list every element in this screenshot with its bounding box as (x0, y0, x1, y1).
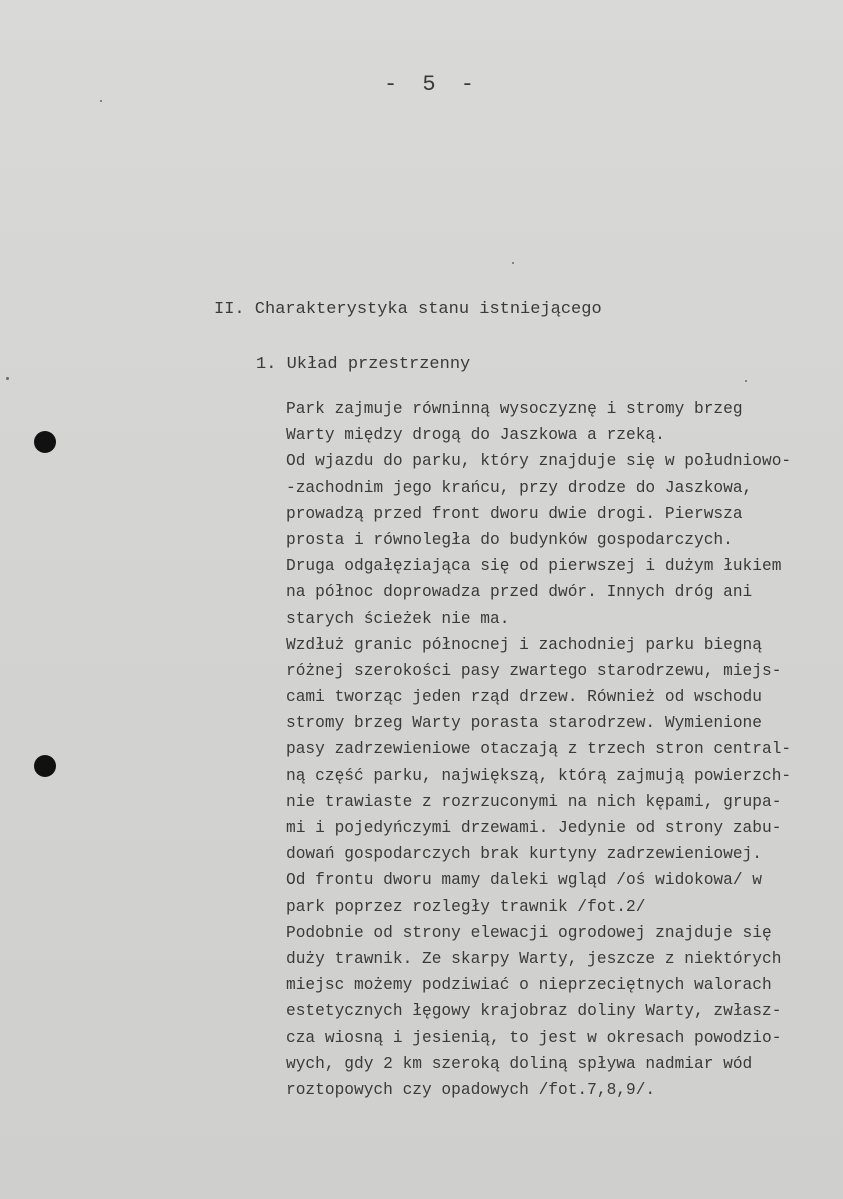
text-line: Od wjazdu do parku, który znajduje się w południowo- (286, 452, 792, 471)
text-line: prowadzą przed front dworu dwie drogi. Pierwsza (286, 504, 743, 523)
text-line: ną część parku, największą, którą zajmują powierzch- (286, 766, 792, 785)
text-line: wych, gdy 2 km szeroką doliną spływa nadmiar wód (286, 1054, 753, 1073)
section-heading: II. Charakterystyka stanu istniejącego (214, 300, 602, 319)
text-line: roztopowych czy opadowych /fot.7,8,9/. (286, 1080, 656, 1099)
body-paragraphs (286, 396, 838, 1103)
text-line: mi i pojedyńczymi drzewami. Jedynie od strony zabu- (286, 819, 782, 837)
text-line: Park zajmuje równinną wysoczyznę i stromy brzeg (286, 400, 743, 418)
text-line: stromy brzeg Warty porasta starodrzew. Wymienione (286, 714, 762, 733)
text-line: cza wiosną i jesienią, to jest w okresach powodzio- (286, 1028, 782, 1047)
paper-speck (745, 380, 747, 382)
text-line: Warty między drogą do Jaszkowa a rzeką. (286, 426, 665, 445)
paper-speck (100, 100, 102, 102)
subsection-heading: 1. Układ przestrzenny (256, 355, 471, 374)
paper-speck (6, 377, 9, 380)
text-line: na północ doprowadza przed dwór. Innych dróg ani (286, 583, 753, 602)
text-line: starych ścieżek nie ma. (286, 609, 510, 628)
text-line: Podobnie od strony elewacji ogrodowej znajduje się (286, 923, 772, 942)
punch-hole-top (34, 431, 56, 453)
punch-hole-bottom (34, 755, 56, 777)
text-line: estetycznych łęgowy krajobraz doliny Warty, zwłasz- (286, 1002, 782, 1021)
paper-speck (512, 262, 514, 264)
text-line: prosta i równoległa do budynków gospodarczych. (286, 530, 733, 549)
text-line: Druga odgałęziająca się od pierwszej i dużym łukiem (286, 557, 782, 576)
text-line: Od frontu dworu mamy daleki wgląd /oś widokowa/ w (286, 871, 762, 890)
page-number: - 5 - (384, 72, 481, 97)
text-line: dowań gospodarczych brak kurtyny zadrzewieniowej. (286, 845, 762, 864)
text-line: Wzdłuż granic północnej i zachodniej parku biegną (286, 635, 762, 654)
text-line: duży trawnik. Ze skarpy Warty, jeszcze z niektórych (286, 949, 782, 968)
text-line: nie trawiaste z rozrzuconymi na nich kępami, grupa- (286, 792, 782, 811)
text-line: różnej szerokości pasy zwartego starodrzewu, miejs- (286, 661, 782, 680)
text-line: -zachodnim jego krańcu, przy drodze do Jaszkowa, (286, 478, 753, 497)
text-line: miejsc możemy podziwiać o nieprzeciętnych walorach (286, 976, 772, 995)
text-line: pasy zadrzewieniowe otaczają z trzech stron central- (286, 740, 792, 759)
text-line: park poprzez rozległy trawnik /fot.2/ (286, 897, 646, 916)
text-line: cami tworząc jeden rząd drzew. Również od wschodu (286, 688, 762, 707)
